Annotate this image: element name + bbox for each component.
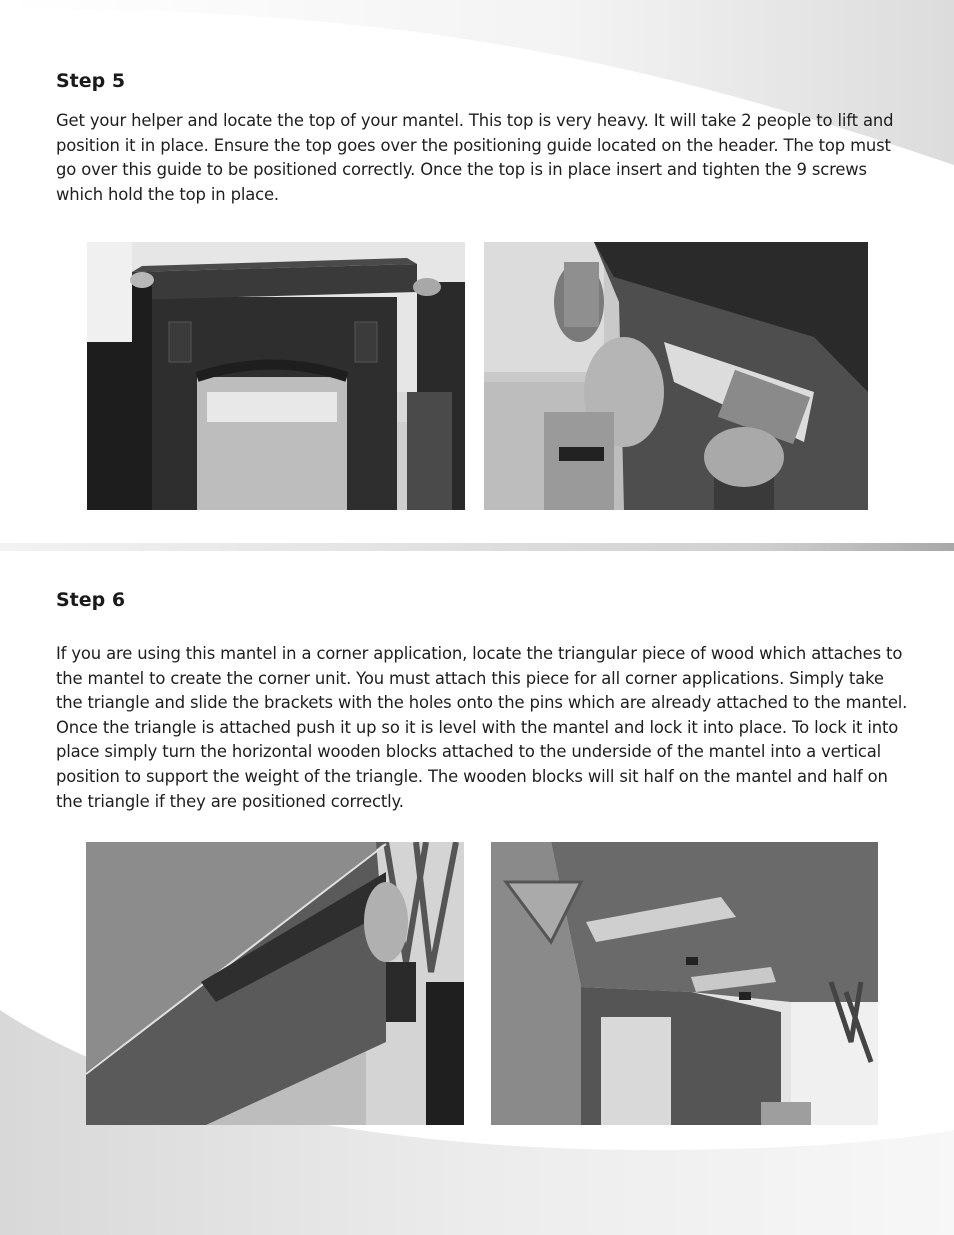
step5-instructions: Get your helper and locate the top of your mantel. This top is very heavy. It will take 2 people to lift and position it in place. Ensure the top goes over the positioning guide located on the header. The top must go over this guide to be positioned correctly. Once the top is in place insert and tighten the 9 screws which hold the top in place. [56,111,894,204]
photo-underside-blocks [491,842,878,1125]
photo-drilling-screws [484,242,868,510]
photo-lifting-mantel-top [87,242,465,510]
photo-attaching-triangle [86,842,464,1125]
step5-heading: Step 5 [56,70,126,92]
section-divider [0,543,954,551]
step6-heading: Step 6 [56,589,126,611]
step6-instructions: If you are using this mantel in a corner application, locate the triangular piece of wood which attaches to the mantel to create the corner unit. You must attach this piece for all corner applications. Simply take the triangle and slide the brackets with the holes onto the pins which are already attached to the mantel. Once the triangle is attached push it up so it is level with the mantel and lock it into place. To lock it into place simply turn the horizontal wooden blocks attached to the underside of the mantel into a vertical position to support the weight of the triangle. The wooden blocks will sit half on the mantel and half on the triangle if they are positioned correctly. [56,644,908,811]
